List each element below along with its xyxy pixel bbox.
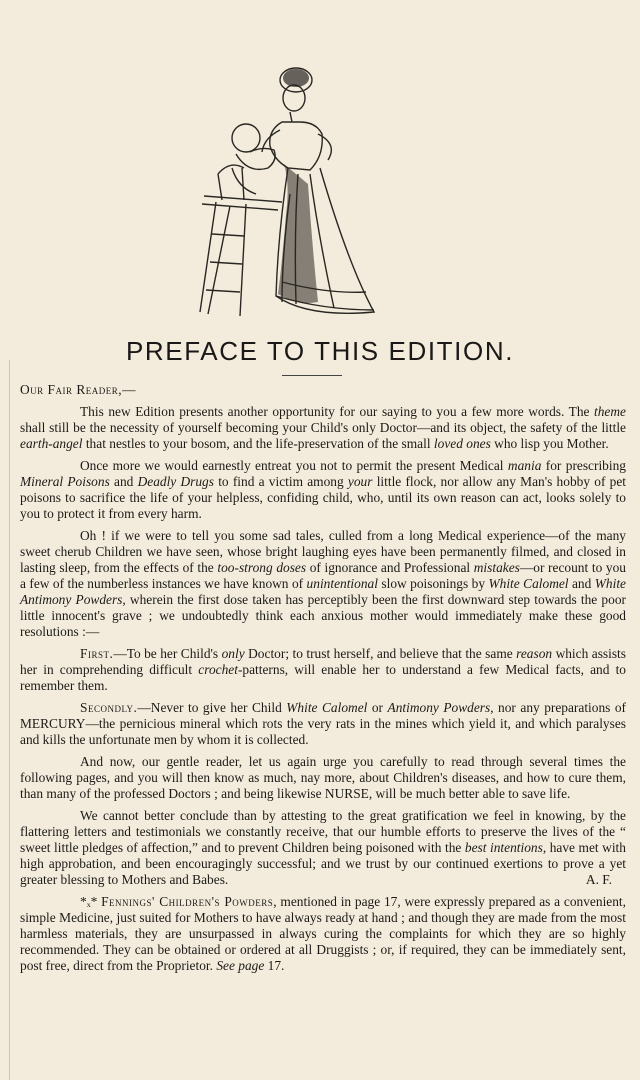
p2-run-8: little flock, nor allow any Man's hobby of pet poisons to sacrifice the life of your helpless, confiding child, who, until its own reason can act, looks solely to you to protect it from every harm. [20,474,627,521]
p5-run-0: —Never to give her Child [137,700,287,715]
p2-run-7: your [347,474,373,489]
p4-run-5: crochet [198,662,238,677]
p7-run-0: We cannot better conclude than by attesting to the great gratification we feel in knowing, by the flattering letters and testimonials we constantly receive, that our humble efforts to preserve the lives of the “ sweet little pledges of affection,” and to prevent Children being poisoned with the [20,808,626,855]
p2-run-4: and [109,474,138,489]
p4-run-2: Doctor; to trust herself, and believe that the same [244,646,517,661]
p7-run-1: best intentions [464,840,543,855]
p3-run-7: White Calomel [488,576,569,591]
paragraph-6 [20,754,626,802]
p8-run-2: 17. [264,958,285,973]
p2-run-5: Deadly Drugs [137,474,214,489]
paragraph-first-resolution [20,646,626,694]
p1-run-4: that nestles to your bosom, and the life-preservation of the small [82,436,434,451]
p3-run-3: mistakes [473,560,520,575]
salutation-text: Our Fair Reader,— [20,382,136,397]
p1-run-0: This new Edition presents another opportunity for our saying to you a few more words. The [80,404,595,419]
mother-and-child-illustration [178,64,390,326]
p4-run-4: which assists her in comprehending difficult [20,646,626,677]
second-lead: Secondly. [80,700,138,715]
preface-body [20,382,626,980]
paragraph-3 [20,528,626,640]
p1-run-5: loved ones [433,436,491,451]
p1-run-1: theme [594,404,626,419]
paragraph-7 [20,808,626,888]
p8-run-0: , mentioned in page 17, were expressly prepared as a convenient, simple Medicine, just suited for Mothers to have always ready at hand ; and though they are made from the most harmless materials, they are unsurpassed in always curing the complaints for which they are so highly recommended. They can be obtained or ordered at all Druggists ; or, if required, they can be immediately sent, post free, direct from the Proprietor. [20,894,626,973]
title-divider [282,375,342,376]
p3-run-4: —or recount to you a few of the numberless instances we have known of [20,560,626,591]
salutation [20,382,626,398]
p7-run-2: , have met with high approbation, and been encouragingly successful; and we trust by our continued exertions to prove a yet greater blessing to Mothers and Babes. [20,840,626,887]
paragraph-note [20,894,626,974]
p3-run-1: too-strong doses [217,560,307,575]
p5-run-1: White Calomel [286,700,368,715]
p2-run-6: to find a victim among [213,474,348,489]
p3-run-9: White Antimony Powders [20,576,626,607]
first-lead: First. [80,646,114,661]
p3-run-10: , wherein the first dose taken has perceptibly been the first downward step towards the poor little innocent's grave ; we undoubtedly think each anxious mother would immediately make these good resolutions :— [20,592,626,639]
p1-run-3: earth-angel [20,436,83,451]
signoff: A. F. [585,872,612,887]
p2-run-2: for prescribing [541,458,626,473]
p6-run-0: And now, our gentle reader, let us again urge you carefully to read through several times the following pages, and you will then know as much, nay more, about Children's diseases, and how to cure them, than many of the professed Doctors ; and being likewise NURSE, will be much better able to save life. [20,754,626,801]
p2-run-0: Once more we would earnestly entreat you not to permit the present Medical [80,458,508,473]
p3-run-5: unintentional [306,576,378,591]
p3-run-6: slow poisonings by [377,576,489,591]
paragraph-2 [20,458,626,522]
p3-run-2: of ignorance and Professional [306,560,474,575]
p4-run-1: only [221,646,245,661]
asterism: *ₓ* [80,894,98,909]
page-edge-line [9,360,10,1080]
p2-run-3: Mineral Poisons [20,474,110,489]
p5-run-4: , nor any preparations of MERCURY—the pernicious mineral which rots the very rats in the mines which yield it, and which paralyses and kills the unfortunate men by whom it is collected. [20,700,627,747]
p3-run-8: and [568,576,595,591]
p4-run-6: -patterns, will enable her to understand a few Medical facts, and to remember them. [20,662,627,693]
paragraph-1 [20,404,626,452]
page-title: PREFACE TO THIS EDITION. [125,336,515,366]
p1-run-6: who lisp you Mother. [490,436,609,451]
p5-run-3: Antimony Powders [387,700,491,715]
p1-run-2: shall still be the necessity of yourself becoming your Child's only Doctor—and its object, the safety of the little [20,420,626,435]
p3-run-0: Oh ! if we were to tell you some sad tales, culled from a long Medical experience—of the many sweet cherub Children we have seen, whose bright laughing eyes have been permanently filmed, and closed in lasting sleep, from the effects of the [20,528,626,575]
p8-run-1: See page [216,958,265,973]
p2-run-1: mania [507,458,542,473]
p5-run-2: or [367,700,388,715]
p4-run-0: —To be her Child's [113,646,222,661]
paragraph-second-resolution [20,700,626,748]
note-lead: Fennings' Children's Powders [101,894,274,909]
p4-run-3: reason [516,646,553,661]
